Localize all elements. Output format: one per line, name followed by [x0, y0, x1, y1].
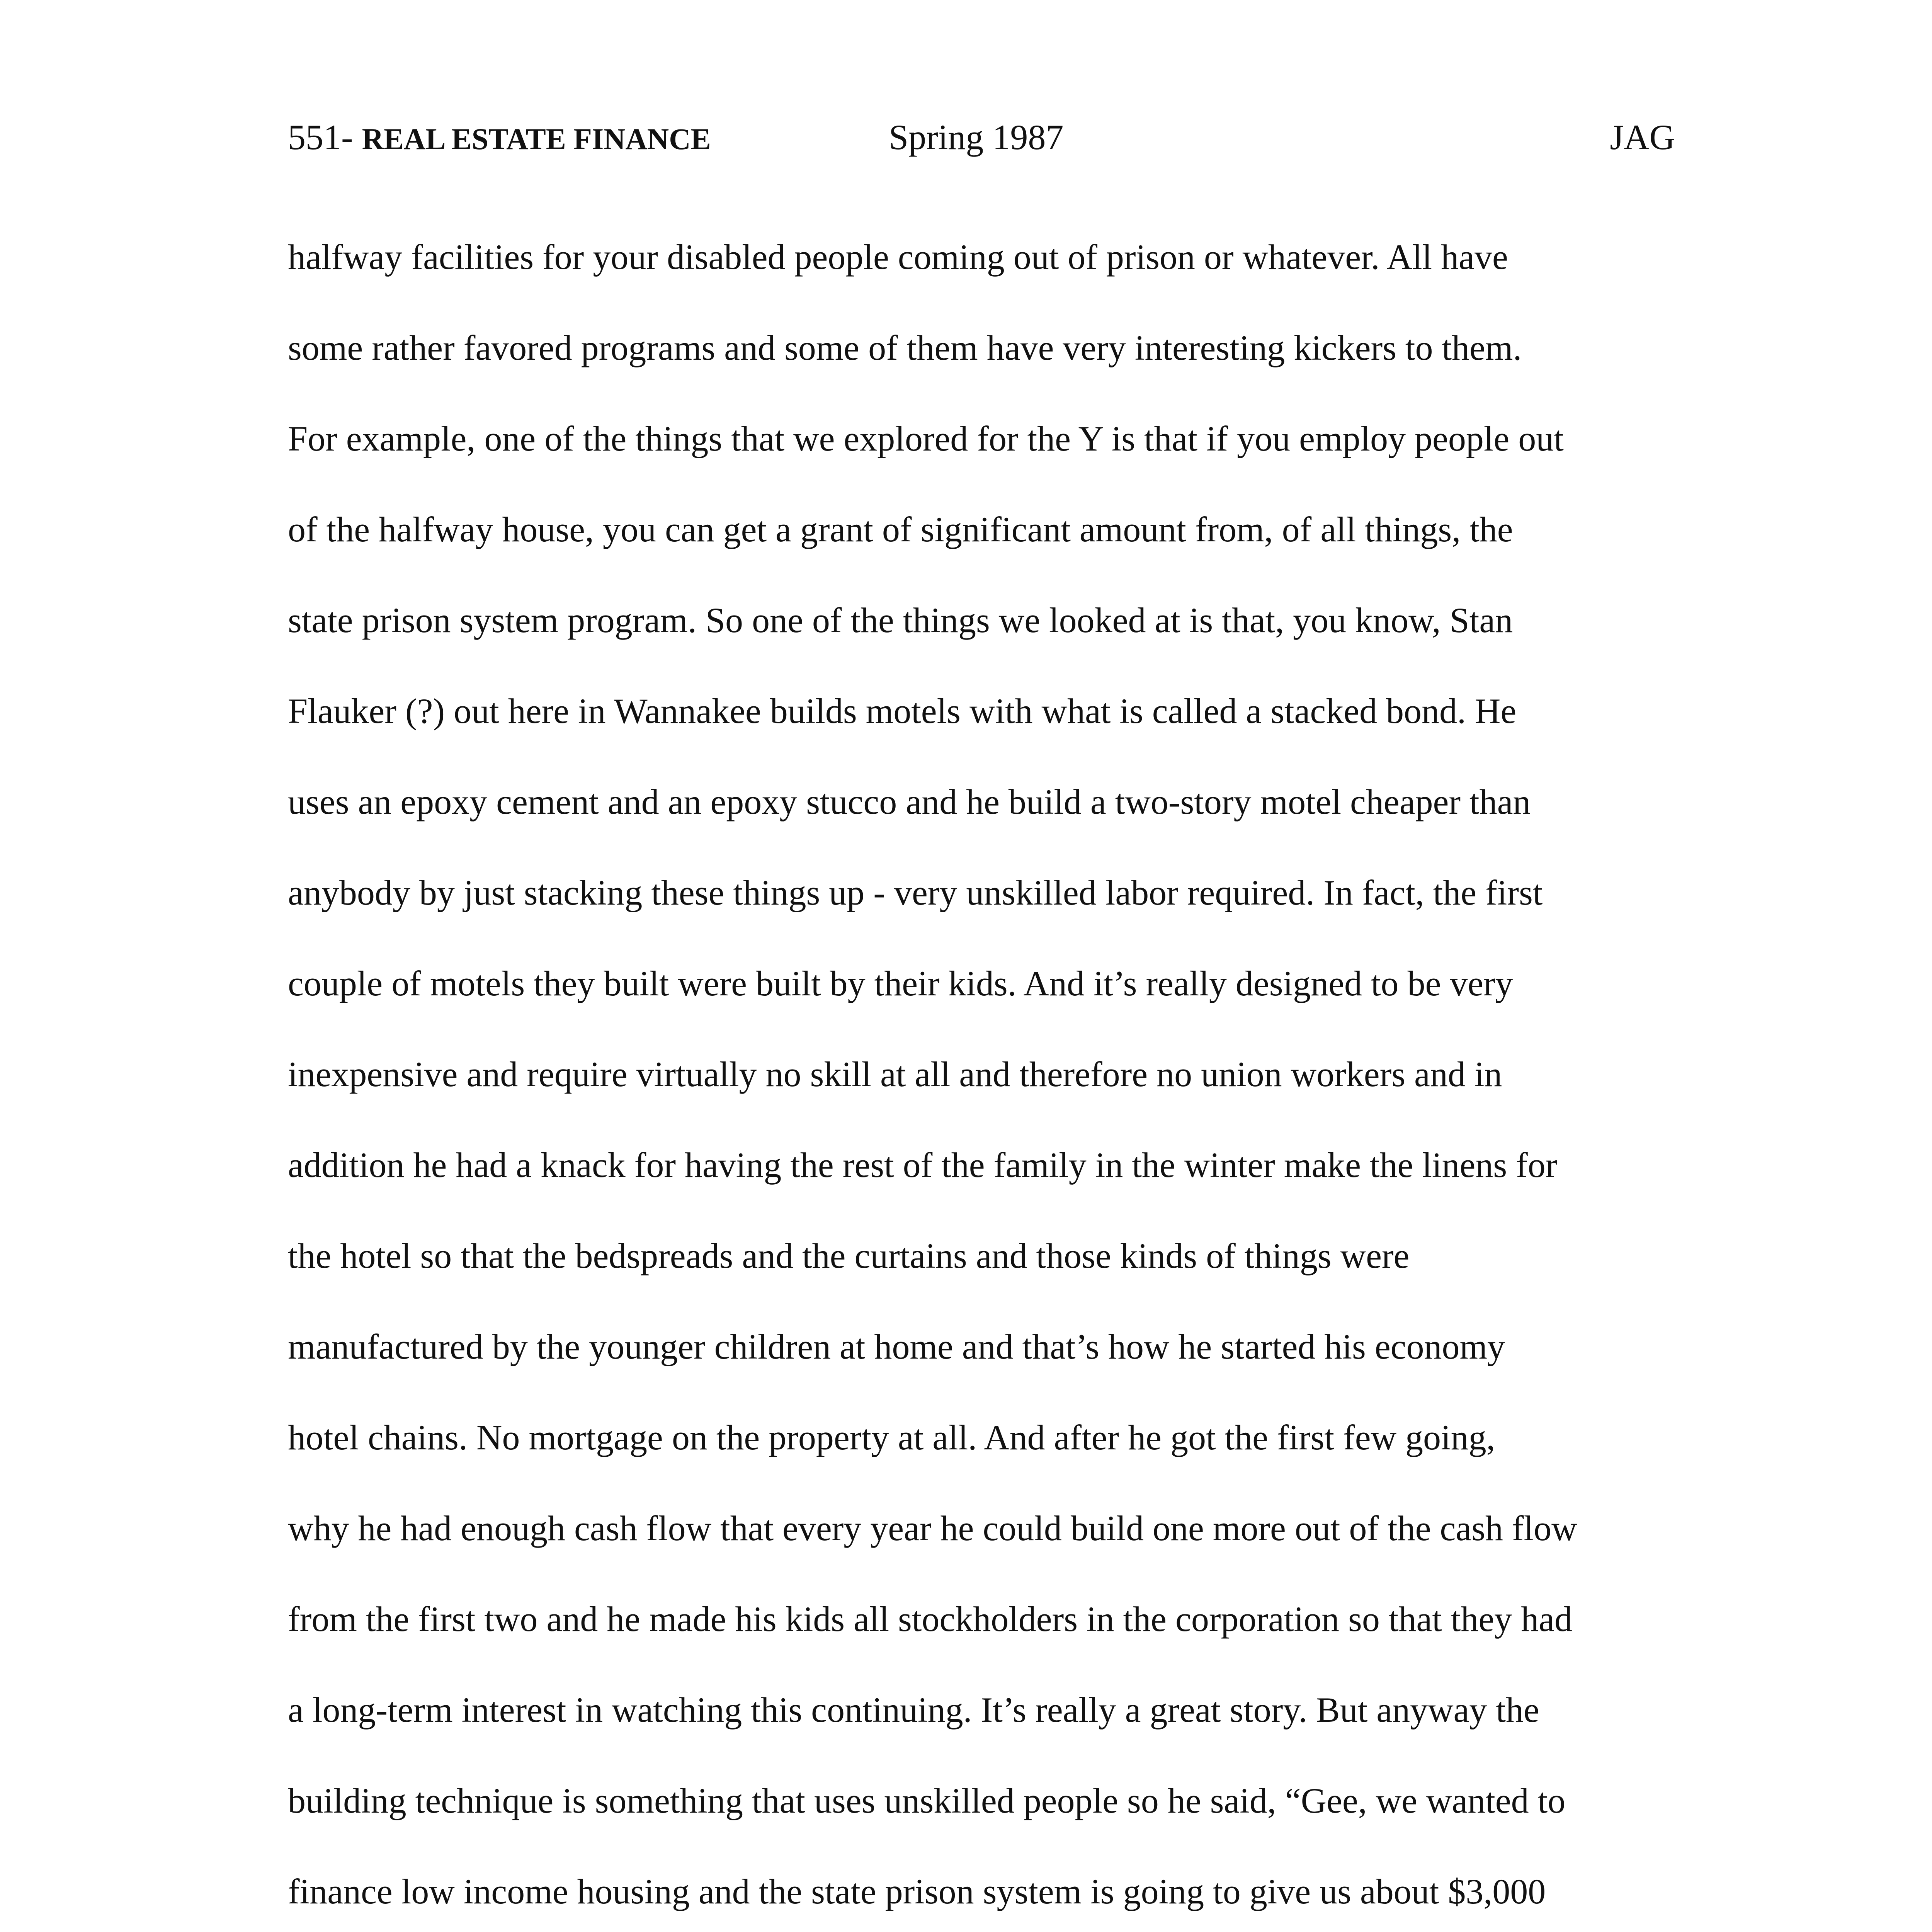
text-line: a long-term interest in watching this continuing. It’s really a great story. But anyway the [288, 1690, 1539, 1730]
text-line: why he had enough cash flow that every year he could build one more out of the cash flow [288, 1509, 1577, 1548]
text-line: inexpensive and require virtually no skill at all and therefore no union workers and in [288, 1054, 1502, 1094]
text-line: the hotel so that the bedspreads and the curtains and those kinds of things were [288, 1236, 1410, 1276]
text-line: from the first two and he made his kids all stockholders in the corporation so that they had [288, 1599, 1573, 1639]
text-line: halfway facilities for your disabled people coming out of prison or whatever. All have [288, 237, 1508, 277]
text-line: building technique is something that uses unskilled people so he said, “Gee, we wanted to [288, 1781, 1566, 1820]
course-name: REAL ESTATE FINANCE [362, 122, 711, 156]
transcript-body [288, 232, 1683, 1932]
text-line: couple of motels they built were built by their kids. And it’s really designed to be very [288, 964, 1513, 1003]
text-line: Flauker (?) out here in Wannakee builds motels with what is called a stacked bond. He [288, 691, 1517, 731]
course-title [288, 112, 711, 164]
term-label: Spring 1987 [889, 117, 1064, 157]
course-number: 551- [288, 117, 362, 157]
text-line: For example, one of the things that we explored for the Y is that if you employ people out [288, 419, 1564, 458]
text-line: hotel chains. No mortgage on the property at all. And after he got the first few going, [288, 1418, 1495, 1457]
text-line: uses an epoxy cement and an epoxy stucco and he build a two-story motel cheaper than [288, 782, 1531, 821]
text-line: manufactured by the younger children at home and that’s how he started his economy [288, 1327, 1505, 1366]
text-line: of the halfway house, you can get a grant of significant amount from, of all things, the [288, 510, 1513, 549]
author-initials: JAG [1610, 117, 1675, 157]
page-header [288, 112, 1675, 162]
text-line: anybody by just stacking these things up - very unskilled labor required. In fact, the first [288, 873, 1543, 912]
text-line: addition he had a knack for having the rest of the family in the winter make the linens for [288, 1145, 1558, 1185]
text-line: state prison system program. So one of the things we looked at is that, you know, Stan [288, 600, 1513, 640]
text-line: some rather favored programs and some of them have very interesting kickers to them. [288, 328, 1522, 367]
text-line: finance low income housing and the state prison system is going to give us about $3,000 [288, 1872, 1546, 1911]
